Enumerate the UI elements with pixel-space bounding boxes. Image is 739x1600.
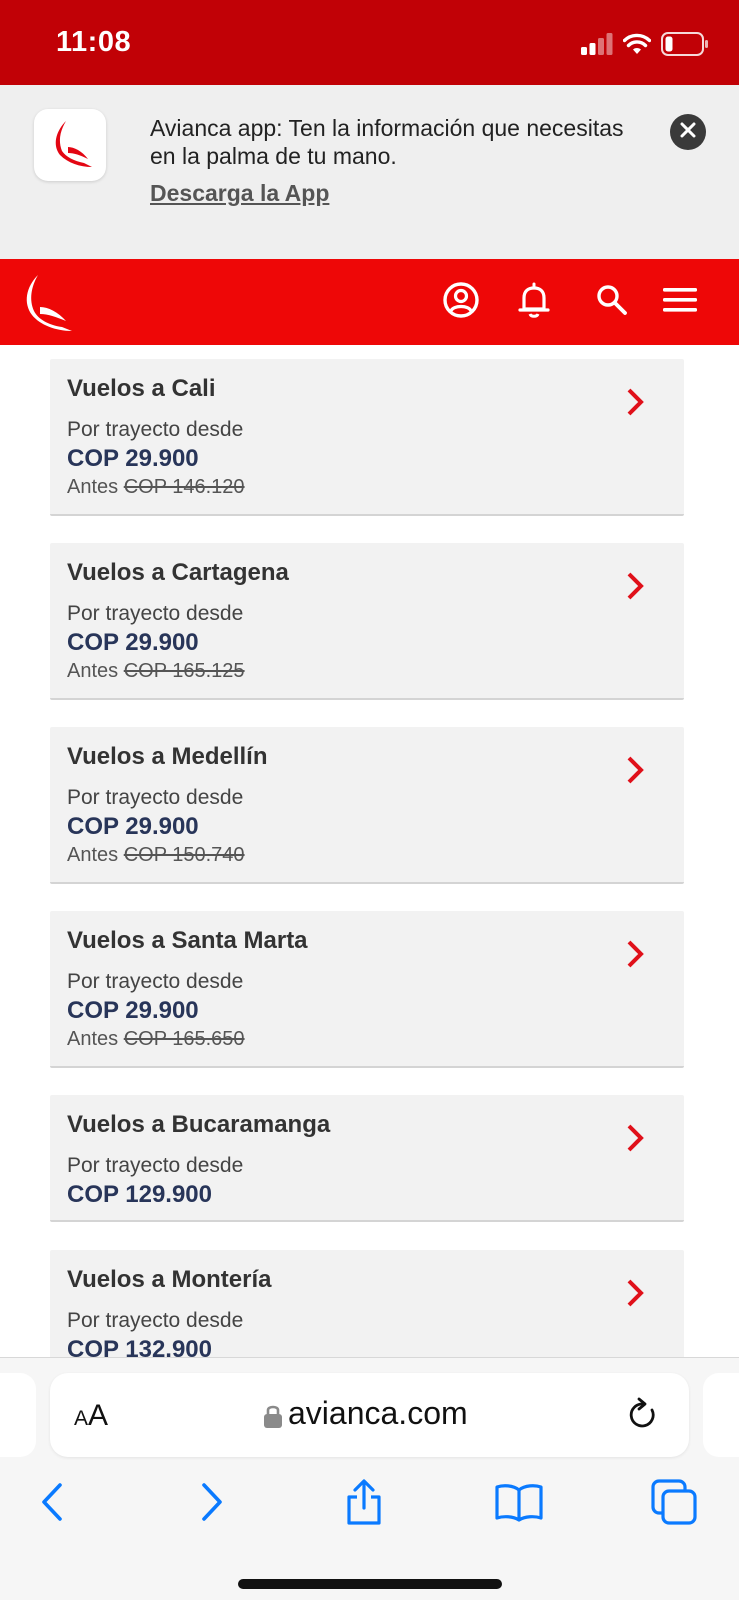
address-bar[interactable] — [50, 1373, 689, 1457]
previous-tab-preview[interactable] — [0, 1373, 36, 1457]
menu-button[interactable] — [660, 282, 700, 322]
before-label: Antes — [67, 660, 119, 682]
menu-icon — [663, 287, 697, 318]
route-before-price — [67, 476, 245, 499]
avianca-logo-icon — [22, 318, 74, 335]
route-subtitle: Por trayecto desde — [67, 1154, 244, 1177]
route-title: Vuelos a Santa Marta — [67, 927, 308, 954]
before-value: COP 165.125 — [123, 660, 245, 682]
avianca-app-logo[interactable] — [34, 109, 106, 181]
back-button[interactable] — [28, 1480, 76, 1528]
wifi-icon — [623, 33, 651, 60]
chevron-right-icon — [620, 939, 650, 969]
route-list — [0, 345, 739, 1357]
route-before-price — [67, 1028, 245, 1051]
browser-toolbar — [0, 1357, 739, 1600]
next-tab-preview[interactable] — [703, 1373, 739, 1457]
route-subtitle: Por trayecto desde — [67, 602, 244, 625]
route-card-monteria[interactable] — [50, 1250, 684, 1357]
route-price: COP 29.900 — [67, 629, 199, 656]
forward-icon — [198, 1482, 226, 1527]
header-logo[interactable] — [22, 273, 74, 336]
route-subtitle: Por trayecto desde — [67, 970, 244, 993]
route-before-price — [67, 844, 245, 867]
before-value: COP 146.120 — [123, 476, 245, 498]
route-price: COP 129.900 — [67, 1181, 212, 1208]
search-icon — [595, 283, 629, 322]
route-card-bucaramanga[interactable] — [50, 1095, 684, 1222]
forward-button[interactable] — [188, 1480, 236, 1528]
route-price: COP 132.900 — [67, 1336, 212, 1357]
user-account-button[interactable] — [441, 282, 481, 322]
route-subtitle: Por trayecto desde — [67, 418, 244, 441]
url-domain: avianca.com — [288, 1395, 468, 1431]
chevron-right-icon — [620, 571, 650, 601]
home-indicator — [238, 1579, 502, 1589]
app-download-banner — [0, 85, 739, 259]
route-card-cali[interactable] — [50, 359, 684, 516]
route-title: Vuelos a Bucaramanga — [67, 1111, 331, 1138]
route-subtitle: Por trayecto desde — [67, 786, 244, 809]
back-icon — [38, 1482, 66, 1527]
status-icons — [581, 32, 709, 61]
route-title: Vuelos a Cali — [67, 375, 216, 402]
bookmarks-icon — [495, 1482, 543, 1527]
tabs-button[interactable] — [650, 1480, 698, 1528]
before-label: Antes — [67, 1028, 119, 1050]
tabs-icon — [651, 1479, 697, 1530]
signal-icon — [581, 33, 613, 60]
notifications-bell-icon — [518, 281, 550, 324]
share-button[interactable] — [340, 1480, 388, 1528]
close-banner-button[interactable] — [670, 114, 706, 150]
battery-icon — [661, 32, 709, 61]
download-app-link[interactable]: Descarga la App — [150, 180, 330, 206]
search-button[interactable] — [592, 282, 632, 322]
route-price: COP 29.900 — [67, 997, 199, 1024]
route-title: Vuelos a Cartagena — [67, 559, 289, 586]
before-value: COP 150.740 — [123, 844, 245, 866]
site-header — [0, 259, 739, 345]
share-icon — [344, 1479, 384, 1530]
route-before-price — [67, 660, 245, 683]
close-icon — [679, 121, 697, 144]
user-account-icon — [442, 281, 480, 324]
lock-icon — [263, 1403, 283, 1434]
route-price: COP 29.900 — [67, 813, 199, 840]
chevron-right-icon — [620, 755, 650, 785]
route-price: COP 29.900 — [67, 445, 199, 472]
avianca-logo-icon — [44, 117, 96, 174]
reader-text-size-button[interactable]: AA — [74, 1399, 109, 1432]
status-time: 11:08 — [56, 26, 132, 58]
chevron-right-icon — [620, 1123, 650, 1153]
bookmarks-button[interactable] — [495, 1480, 543, 1528]
route-card-cartagena[interactable] — [50, 543, 684, 700]
reload-icon[interactable] — [626, 1397, 660, 1438]
before-value: COP 165.650 — [123, 1028, 245, 1050]
chevron-right-icon — [620, 1278, 650, 1308]
notifications-button[interactable] — [514, 282, 554, 322]
before-label: Antes — [67, 476, 119, 498]
route-subtitle: Por trayecto desde — [67, 1309, 244, 1332]
route-card-santa-marta[interactable] — [50, 911, 684, 1068]
chevron-right-icon — [620, 387, 650, 417]
before-label: Antes — [67, 844, 119, 866]
status-bar — [0, 0, 739, 85]
route-card-medellin[interactable] — [50, 727, 684, 884]
route-title: Vuelos a Montería — [67, 1266, 272, 1293]
route-title: Vuelos a Medellín — [67, 743, 268, 770]
banner-message: Avianca app: Ten la información que necesitas en la palma de tu mano. — [150, 115, 624, 169]
